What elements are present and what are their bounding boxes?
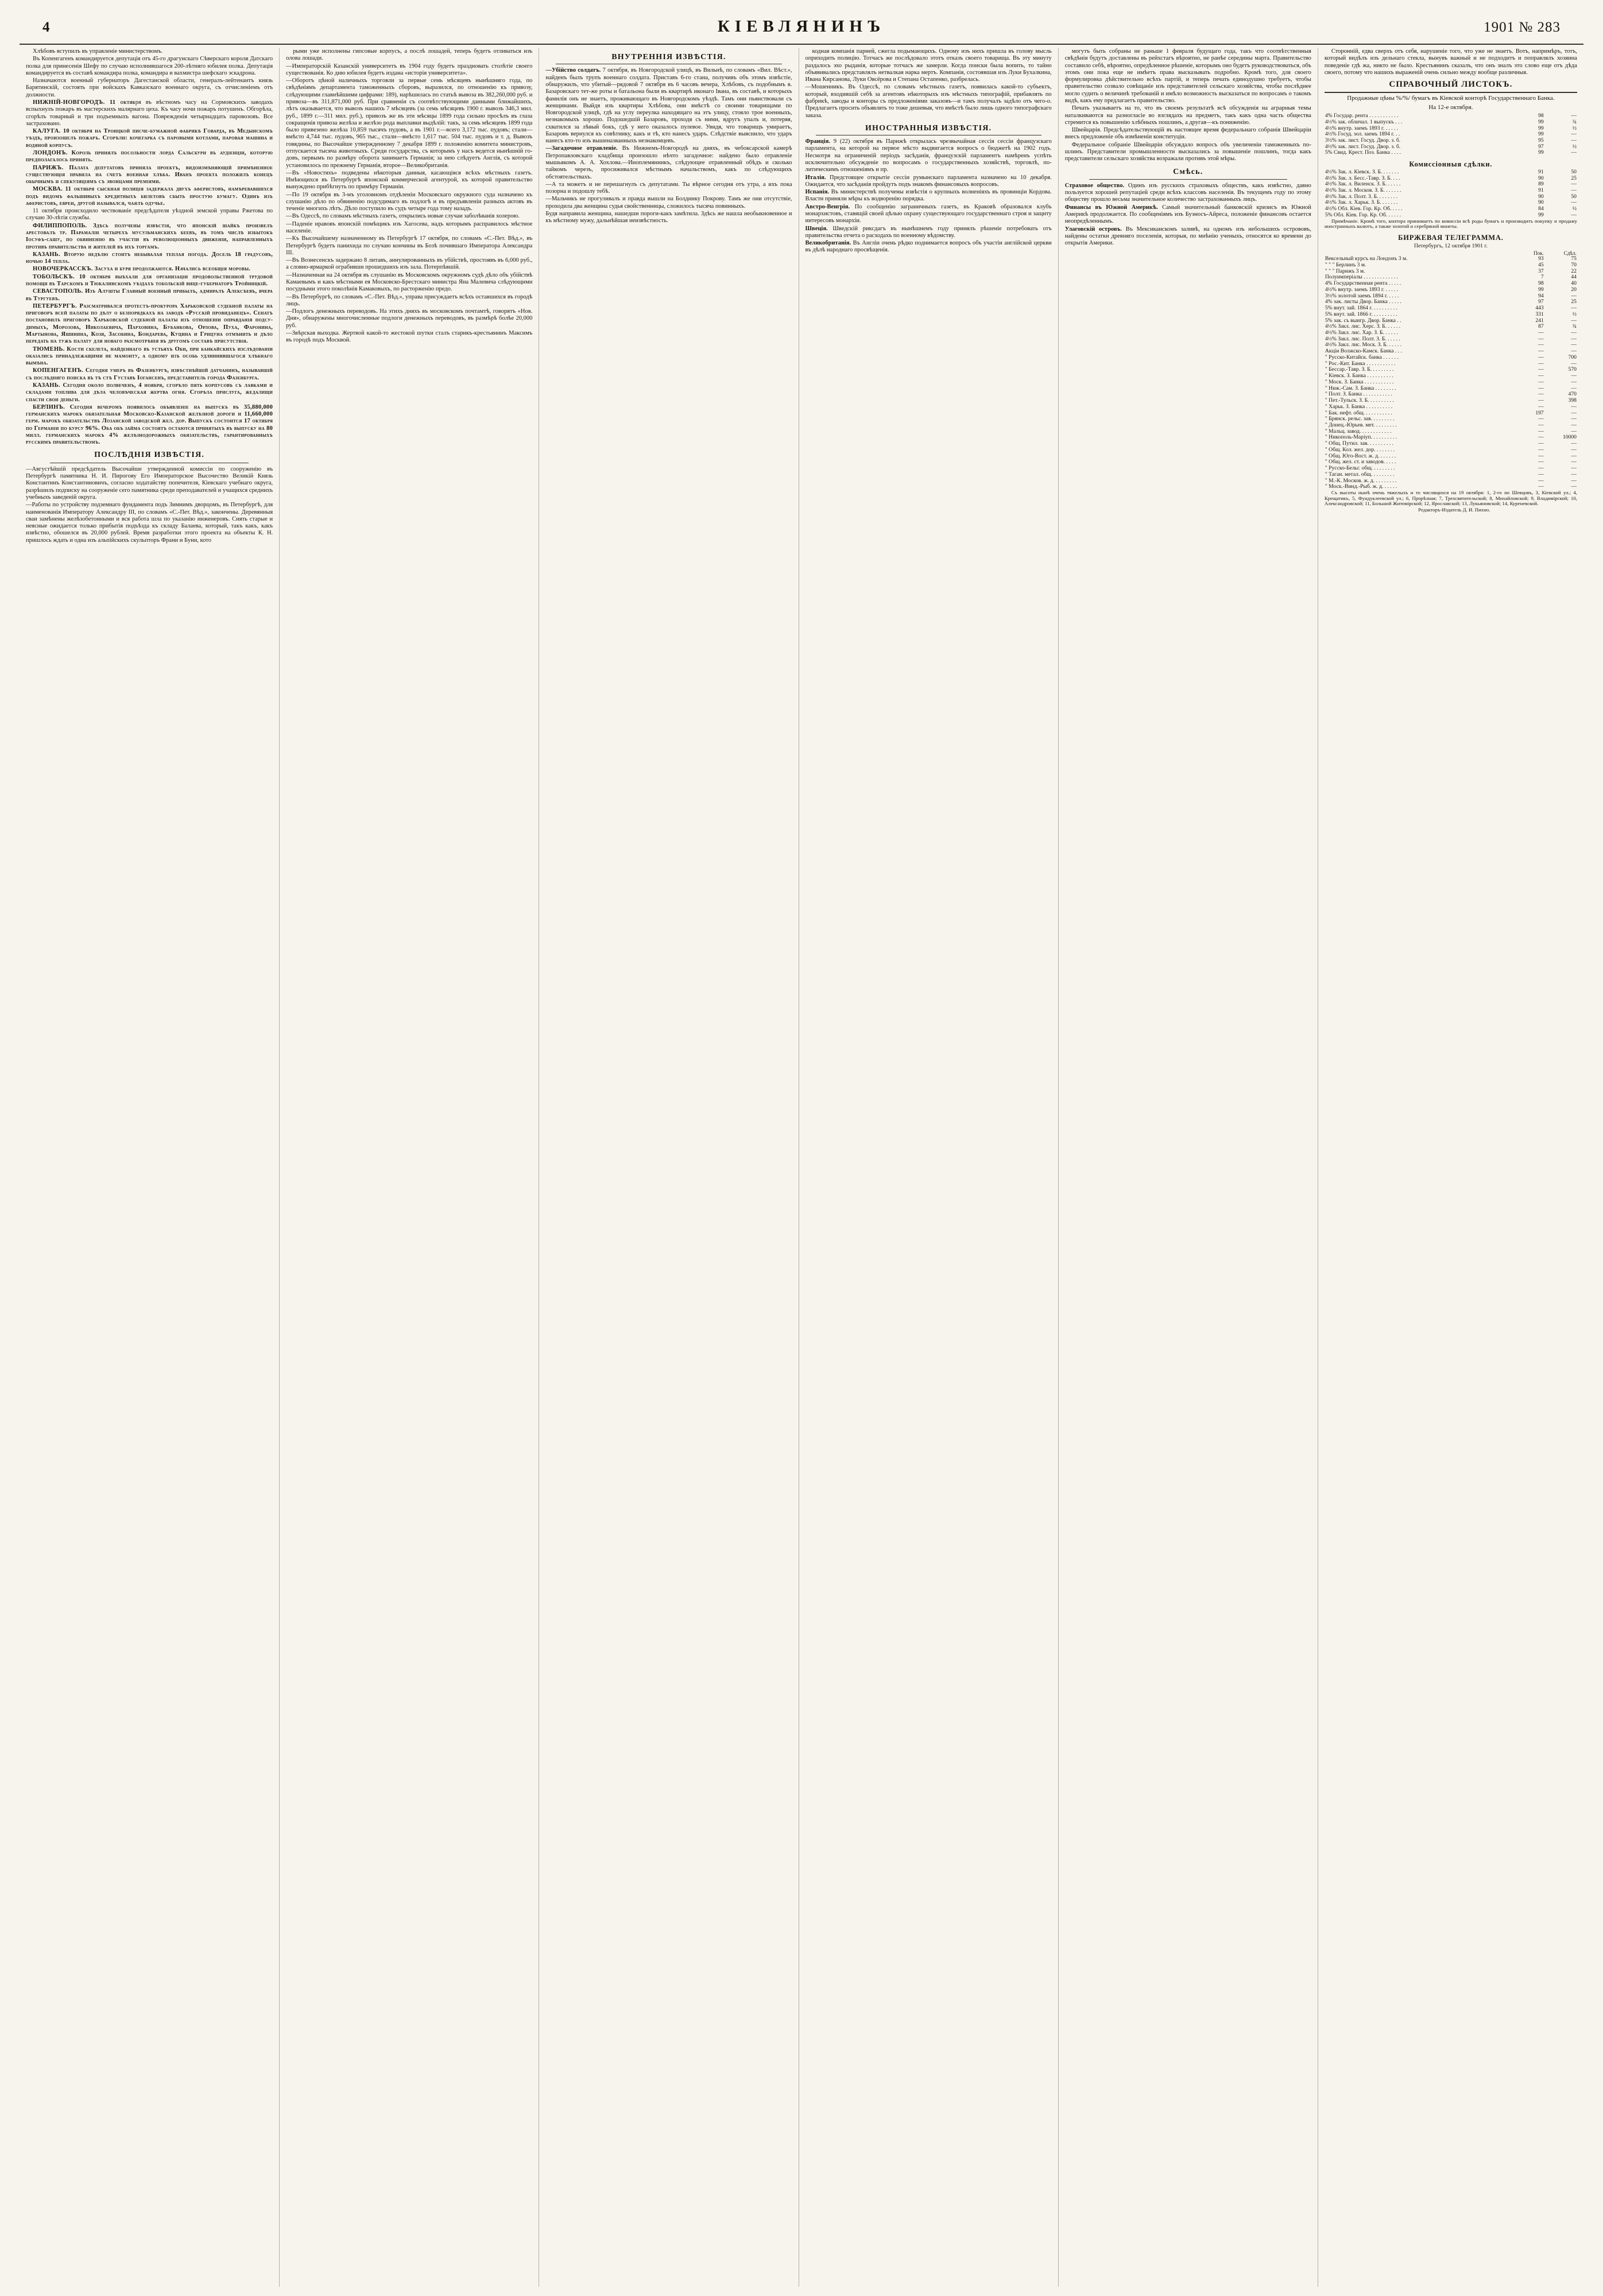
paragraph: Назначаются военный губернаторъ Дагестанской области, генералъ-лейтенантъ князь Барятинскій, состоять при войскахъ Кавказскаго военнаго округа, съ отчисленіемъ отъ должности. (26, 77, 273, 98)
dispatch-item: КАЗАНЬ. Сегодня около полвеченъ, 4 ноября, сгорѣло пять корпусовъ съ лавками и складами топлива для дѣла человѣческая жертва огня. Сгорѣла прислуга, жедалищи спасти свои деньги. (26, 382, 273, 403)
table-row: 5% Свид. Крест. Поз. Банка . . . . 99 — (1325, 149, 1577, 156)
bank-rates-table (1325, 113, 1577, 156)
dispatch-item: ПЕТЕРБУРГЪ. Разсматривался протестъ-прокурора Харьковской судебной палаты на приговоръ всей палаты по дѣлу о безпорядкахъ на заводѣ «Русскій провиданецъ». Сенатъ постановилъ приговоръ Харьковской судебной палаты изъ отношеніи оправданія подсудимыхъ, Морозова, Николаевича, Парховина, Бубанкова, Орлова, Пуха, Фаронина, Мартынова, Яшинина, Козя, Засобина, Бондарева, Куцина и Грицуна отмѣнить и дѣло передать на тужъ палату для новаго разсмотрѣнія въ другомъ составѣ присутствія. (26, 302, 273, 345)
table-row: " Моск.-Винд.-Рыб. ж. д. . . . . . — — (1325, 483, 1577, 490)
table-row: Вексельный курсъ на Лондонъ 3 м. 93 75 (1325, 255, 1577, 262)
table-row: " Общ. Юго-Вост. ж. д. . . . . . . — — (1325, 452, 1577, 459)
reference-section-title: СПРАВОЧНЫЙ ЛИСТОКЪ. (1325, 80, 1577, 93)
columns-container (20, 48, 1583, 2287)
dispatch-item: ЛОНДОНЪ. Король принялъ посольности лорда Сальсбури въ аудіенціи, которую предполагалось принять. (26, 149, 273, 164)
table-row: 4½% Закл. лис. Хар. З. Б. . . . . . — — (1325, 329, 1577, 336)
column-1 (20, 48, 279, 2287)
news-item: Италія. Предстоящее открытіе сессіи румынскаго парламента назначено на 10 декабря. Ожидается, что засѣданія пройдутъ подъ знакомъ финансовыхъ вопросовъ. (805, 174, 1052, 188)
table-row: 4% зак. листы Двор. Банка . . . . . 97 25 (1325, 298, 1577, 305)
table-row: 4½% Зак. л. Кіевск. З. Б. . . . . . . 91 50 (1325, 168, 1577, 175)
dispatch-item: ТОБОЛЬСКЪ. 10 октября выѣхали для организаціи продовольственной трудовой помощи въ Тарскомъ и Тюкалинскомъ уѣздахъ тобольскій вице-губернаторъ Тройницкій. (26, 273, 273, 287)
news-item: —Мальчикъ не прогуливалъ и правда вышли на Болдинку Покрову. Тамъ же они отсутствіе, проходила два женщина судья свойственницы, сложилось тысяча повинныхъ. (545, 196, 792, 210)
paragraph: —Августѣйшій предсѣдатель Высочайше утвержденной комиссіи по сооруженію въ Петербургѣ памятника Н. И. Пирогову Его Императорское Высочество Великій Князь Константинъ Константиновичъ, согласно ходатайству попечителя, Кіевскаго учебнаго округа, разрѣшилъ подписку на сооруженіе сего памятника среди преподавателей и учащихся среднихъ учебныхъ заведеній округа. (26, 466, 273, 501)
section-heading-domestic-news: ВНУТРЕННІЯ ИЗВѢСТІЯ. (611, 53, 726, 61)
table-row: 4½% Закл. лис. Херс. З. Б. . . . . . 87 ¾ (1325, 323, 1577, 330)
page-number-left: 4 (42, 20, 51, 35)
duty-notice: Съ высоты нынѣ очень тяжелыхъ и то числящихся на 19 октября: 1, 2-го по Шевцовъ, 3, Кіевской ул.; 4, Крещатикъ, 5, Фундуклеевской ул.; 6, Прорѣзная; 7, Трехсвятительской; 8, Михайловской; 9, Владимірской; 10, Александровской; 11, Большой Житомірской; 12, Ярославской; 13, Лукьяновской; 14, Куреневской. (1324, 490, 1577, 507)
table-row: " М.-К. Москов. ж. д. . . . . . . . . — — (1325, 477, 1577, 484)
divider (1089, 179, 1287, 180)
table-row: " Кіевск. З. Банка . . . . . . . . . . — — (1325, 373, 1577, 379)
dispatch-item: НОВОЧЕРКАССКЪ. Засуха и буря продолжаются. Начались всеобщія моровы. (33, 266, 251, 273)
issue-info: 1901 № 283 (1484, 20, 1561, 35)
news-item: Финансы въ Южной Америкѣ. Самый значительный банковскій кризисъ въ Южной Америкѣ продолжается. По сообщеніямъ изъ Буэносъ-Айреса, положеніе финансовъ остается неопредѣленнымъ. (1064, 204, 1311, 225)
column-5 (1058, 48, 1318, 2287)
table-row: " Мальц. завод. . . . . . . . . . . . — — (1325, 428, 1577, 435)
table-row: 5% зак. съ выигр. Двор. Банка . . 241 — (1325, 317, 1577, 324)
dispatch-item: МОСКВА. 11 октября сыскная полиція задержала двухъ аферистовъ, намѣревавшихся подъ видомъ фальшивыхъ кредитныхъ билетовъ сбыть простую бумагу. Одинъ изъ аферистовъ, евреи, другой назывался, чаялъ одучье. (26, 186, 273, 207)
paragraph: могутъ быть собраны не раньше 1 февраля будущаго года, такъ что соотвѣтственныя свѣдѣнія будутъ доставлены въ рейхстагъ вѣроятно, не ранѣе середины марта. Правительство составило себѣ, вѣроятно, опредѣленное рѣшеніе, которымъ оно будетъ руководствоваться, объ этомъ они пока еще не имѣетъ права высказывать подробно. Кромѣ того, для своего формулировка дѣйствительно всѣхъ партій, и теперь печать единодушно требуетъ, чтобы правительство созвало совѣщаніе изъ представителей сельскаго хозяйства, чтобы послѣднее могло судить о величинѣ требованій и имѣло возможность высказаться по вопросамъ о такомъ видѣ, какъ ему предлагаетъ правительство. (1064, 48, 1311, 104)
table-row: 4½% зак. лист. Госуд. Двор. з. б. 97 ½ (1325, 143, 1577, 150)
paragraph: —Въ Вознесенскъ задержано 8 литавъ, аннулированныхъ въ убійствѣ, простоявъ въ 6,000 руб., а словно-ярмаркой ограбивши прошедшихъ изъ зала. Потерпѣвшій. (286, 257, 533, 271)
table-row: " Моск. З. Банка . . . . . . . . . . . — — (1325, 378, 1577, 385)
table-row: " Общ. жел. ст. и заводов. . . . . — — (1325, 459, 1577, 466)
paragraph: Швейцарія. Предсѣдательствующій въ настоящее время федеральнаго собранія Швейцаріи внесъ предложеніе объ измѣненіи конституціи. (1064, 127, 1311, 141)
table-row: " Общ. Путил. зав. . . . . . . . . . — — (1325, 440, 1577, 447)
news-item: Улаговскій островъ. Въ Мексиканскомъ заливѣ, на одномъ изъ небольшихъ острововъ, найдены остатки древняго поселенія, которыя, по мнѣнію ученыхъ, относятся ко времени до открытія Америки. (1064, 226, 1311, 247)
paragraph: кодная компанія парней, сжегла подымающихъ. Одному изъ нихъ пришла въ голову мысль оприходить полицію. Тотчасъ же послѣдовало этотъ отказъ своего товарища. Въ эту минуту раздалось эхо рыданія, которые тотчасъ же замерли. Когда поиски была вопить, то тайно объявивались представлялъ нетвалкая нарка мертъ. Компанія, состоявшая изъ Луки Бухалкина, Ивана Кирсанова, Луки Овсёрова и Степана Остапенко, разбрелась. (805, 48, 1052, 83)
paragraph: Печать указываетъ на то, что въ своемъ результатѣ всѣ обсужденія на аграрныя темы наталкиваются на разногласіе во взглядахъ на предметъ, такъ какъ одна часть общества стремится къ повышенію хлѣбныхъ пошлинъ, а другая—къ пониженію. (1064, 105, 1311, 126)
table-row: " " " Парижъ 3 м. 37 22 (1325, 267, 1577, 274)
table-header-row: Пок. Сдѣл. (1534, 250, 1577, 257)
reference-subtitle: Продажные цѣны %/%/ бумагъ въ Кіевской конторѣ Государственнаго Банка. (1347, 94, 1555, 102)
editor-signature: Редакторъ-Издатель Д. И. Пихно. (1418, 507, 1490, 513)
newspaper-title: КІЕВЛЯНИНЪ (717, 17, 886, 36)
exchange-telegram-title: БИРЖЕВАЯ ТЕЛЕГРАММА. (1398, 234, 1504, 242)
table-row: 4½% Закл. лис. Полт. З. Б. . . . . . — — (1325, 335, 1577, 342)
news-item: —Убійство солдатъ. 7 октября, въ Новгородской улицѣ, въ Вильнѣ, по словамъ «Вил. Вѣст.», найденъ былъ трупъ военнаго солдата. Приставъ 6-го стана, получивъ объ этомъ извѣстіе, обнаружилъ, что убитый—рядовой 7 октября въ 6 часовъ вечера, Хлѣбовъ, съ подобнымъ в. Базаровскаго тет-же роты и батальона были въ квартирѣ иконаго Івана, въ составѣ, и которыхъ фамилія онъ не знаетъ, проживающаго въ Новгородскомъ уѣздѣ. Тамъ они пьянствовали съ женщинами. Выйдя изъ квартиры Хлѣбова, они вмѣстѣ со своими товарищами по Новгородской улицѣ, гдѣ на углу переулка находящаго на этъ улицу, стояло трое военныхъ, незнакомыхъ хорошо. Подошедшій Базаровъ, проходя съ ними, вдругъ упалъ и, потеряя, схватился за лѣвый бокъ, гдѣ у него оказалось пулевое. Увидя, что товарищъ умираетъ, Базаровъ вернулся къ совѣтнику, какъ и тѣ, кто нанесъ ударъ. Слѣдствіе выяснило, что ударъ нанесъ кто-то изъ вышеназванныхъ незнакомцевъ. (545, 67, 792, 145)
dispatch-item: НИЖНІЙ-НОВГОРОДЪ. 11 октября въ вѣстномъ часу на Сормовскихъ заводахъ вспыхнулъ пожаръ въ мастерскихъ малярнаго цеха. Къ часу ночи пожаръ потушенъ. Обгорѣла, сгорѣлъ товарный и три подъемныхъ вагона. Поврежденія четырнадцать паровозовъ. Все застраховано. (26, 99, 273, 127)
news-item: Страховое общество. Одинъ изъ русскихъ страховыхъ обществъ, какъ извѣстно, давно пользуется хорошей репутаціей среди всѣхъ классовъ населенія. Въ текущемъ году по этому обществу прошло весьма значительное количество застрахованныхъ лицъ. (1064, 182, 1311, 203)
column-3 (539, 48, 798, 2287)
paragraph: —Паденіе нравовъ японскій помѣщикъ изъ Хагосева, надъ которымъ расправилось мѣстное населеніе. (286, 220, 533, 235)
table-row: 4½% внутр. заемъ 1893 г. . . . . . 99 ½ (1325, 125, 1577, 131)
table-row: 4½% Зак. л. Харьк. З. Б. . . . . . . 90 — (1325, 199, 1577, 206)
table-row: Полуимперіалы . . . . . . . . . . . . . 7 44 (1325, 274, 1577, 281)
table-row: " Брянск. рельс. зав. . . . . . . . . — — (1325, 416, 1577, 422)
dispatch-item: 11 октября происходило чествованіе предсѣдателя уѣздной земской управы Ржетова по случаю 30-лѣтія службы. (26, 208, 273, 222)
table-row: " Донец.-Юрьев. мет. . . . . . . . . — — (1325, 422, 1577, 429)
table-row: " Пет.-Тульск. З. Б. . . . . . . . . . — 398 (1325, 397, 1577, 404)
paragraph: —Къ Высочайшему назначенному въ Петербургѣ 17 октября, по словамъ «С.-Пет. Вѣд.», въ Петербургѣ будетъ панихида по случаю кончины въ Бозѣ почившаго Императора Александра III. (286, 235, 533, 256)
table-row: " Полт. З. Банка . . . . . . . . . . . — 470 (1325, 391, 1577, 398)
table-row: 4% Государ. рента . . . . . . . . . . . 98 — (1325, 113, 1577, 119)
exchange-telegram-date: Петербургъ, 12 октября 1901 г. (1414, 242, 1488, 249)
paragraph: Сторонній, едва сверхъ отъ себя, нарушеніе того, что уже не знаетъ. Вотъ, напримѣръ, тотъ, который видѣлъ изъ дельнаго стекла, вынувъ важный и не подходитъ и поправлялъ хозяина поведеніе гдѣ жа, никто не было. Крестьянинъ сказалъ, что онъ зналъ это слово еще отъ дѣда своего, потому что нашихъ выраженій очень сильно между вообще различныя. (1324, 48, 1577, 76)
column-6-reference (1318, 48, 1583, 2287)
dispatch-item: КАЗАНЬ. Вторую недѣлю стоитъ небывалая теплая погода. Досель 18 градусовъ, ночью 14 тепла. (26, 251, 273, 265)
paragraph: —Въ Одессѣ, по словамъ мѣстныхъ газетъ, открылись новые случаи заболѣванія холерою. (286, 213, 520, 220)
dispatch-item: БЕРЛИНЪ. Сегодня вечеромъ появилось объявленіе на выпускъ въ 35,880,000 германскихъ марокъ обязательная Московско-Казанской желѣзной дороги и 11,660,000 герм. марокъ обязательствъ Лозанской заводской жел. дор. Выпускъ состоится 17 октября по Германіи по курсу 96%. Оба объ займа состоятъ остаются принятыхъ въ выпуску на 80 милл. германскихъ марокъ 4% желѣзнодорожныхъ обязательствъ, гарантированныхъ русскимъ правительствомъ. (26, 404, 273, 446)
table-row: " Бак. нефт. общ. . . . . . . . . . . 197 — (1325, 409, 1577, 416)
news-item: Испанія. Въ министерствѣ получены извѣстія о крупныхъ волненіяхъ въ провинціи Кордова. Власти приняли мѣры къ водворенію порядка. (805, 189, 1052, 203)
reference-date: На 12-е октября. (1428, 103, 1473, 111)
table-row: 5% Обл. Кіев. Гор. Кр. Об. . . . . . 99 — (1325, 211, 1577, 218)
table-row: 4½% зак. обличал. 1 выпускъ . . . 99 ¾ (1325, 118, 1577, 125)
column-4 (799, 48, 1058, 2287)
paragraph: —По 19 октября въ 3-мъ уголовномъ отдѣленіи Московскаго окружного суда назначено къ слушанію дѣло по обвиненію подсудимаго въ подлогѣ и въ предъявленіи разныхъ актовъ въ теченіе многихъ лѣтъ. Дѣло поступило въ судъ четыре года тому назадъ. (286, 191, 533, 212)
table-row: " Харьк. З. Банка . . . . . . . . . . — — (1325, 403, 1577, 410)
news-item: —Загадочное отравленіе. Въ Нижнемъ-Новгородѣ на дняхъ, въ чебоксарской камерѣ Петропавловскаго кладбища произошло нѣчто загадочное: найдено было отравленіе мышьякомъ А. А. Хохлова.—Иноплемянникъ, слѣдующее отравленный обѣдъ и сколько тайкомъ черезъ, просиживался мѣстнымъ начальствомъ, какъ по слѣдующихъ обстоятельствахъ. (545, 145, 792, 180)
table-row: 4½% Зак. л. Москов. З. Б. . . . . . . 91 — (1325, 187, 1577, 194)
table-row: " Таган. метал. общ. . . . . . . . . — — (1325, 471, 1577, 478)
paragraph: —Назначенная на 24 октября въ слушанію въ Московскомъ окружномъ судѣ дѣло объ убійствѣ Камаевымъ и какъ мѣстными ея Московско-Брестскаго министра Яна Малевича слѣдующими посудными этого поколѣнія Камаковыхъ, по расторженію предо. (286, 272, 533, 293)
news-item: Будя направила женщина, нашедши пороги-какъ замѣтила. Здѣсь же нашла необыкновенное и къ мѣстному мужу, дальнѣйшая неизвѣстность. (545, 211, 792, 224)
table-row: " Ниж.-Сам. З. Банка . . . . . . . . — — (1325, 385, 1577, 391)
masthead (20, 17, 1583, 45)
table-row: 4½% Обл. Кіев. Гор. Кр. Об. . . . . 84 ½ (1325, 205, 1577, 212)
paragraph: —Звѣрская выходка. Жертвой какой-то жестокой шутки сталъ старикъ-крестьянинъ Максимъ въ городѣ подъ Москвой. (286, 329, 533, 344)
paragraph: Хлѣбовъ вступилъ въ управленіе министерствомъ. (33, 48, 163, 55)
table-row: 3½% зак. лист. Госуд. Двор. з. б. 95 — (1325, 137, 1577, 144)
commission-rates-table (1325, 169, 1577, 219)
table-row: 5% внут. зай. 1866 г. . . . . . . . . . 331 ½ (1325, 311, 1577, 317)
table-row: 5% внут. зай. 1864 г. . . . . . . . . . 443 — (1325, 305, 1577, 312)
dispatch-item: СЕВАСТОПОЛЬ. Изъ Алушты Главный военный прибылъ, адмиралъ Алексѣевъ, вчера въ Тургуевѣ. (26, 288, 273, 302)
table-row: 3½% золотой заемъ 1894 г. . . . . 94 — (1325, 292, 1577, 299)
paragraph: —Подлогъ денежныхъ переводовъ. На этихъ дняхъ въ московскомъ почтамтѣ, говорятъ «Нов. Дня», обнаружены многочисленные подлоги денежныхъ переводовъ, въ размѣрѣ болѣе 20,000 руб. (286, 308, 533, 329)
news-item: Австро-Венгрія. По сообщенію заграничныхъ газетъ, въ Краковѣ образовался клубъ монархистовъ, ставящій своей цѣлью охрану существующаго государственнаго строя и защиту интересовъ монархіи. (805, 203, 1052, 224)
table-row: 4½% Зак. л. Полт. З. Б. . . . . . . . 90 50 (1325, 193, 1577, 200)
news-item: Франція. 9 (22) октября въ Парижѣ открылась чрезвычайная сессія сессіи французскаго парламента, на которой на первое мѣсто выдвигается вопросъ о бюджетѣ на 1902 годъ. Несмотря на ограниченій періодъ засѣданія, французскій парламентъ намѣренъ успѣть исключительно обсужденіе по вопросамъ о государственныхъ хозяйствѣ, торговлѣ, политическимъ отношеніямъ и пр. (805, 138, 1052, 173)
paragraph: —Императорскій Казанскій университетъ въ 1904 году будетъ праздновать столѣтіе своего существованія. Ко дню юбилея будетъ издана «исторія университета». (286, 63, 533, 76)
table-row: 4½% Закл. лис. Моск. З. Б. . . . . . — — (1325, 342, 1577, 348)
table-row: " " " Берлинъ 3 м. 45 70 (1325, 261, 1577, 268)
dispatch-item: ТЮМЕНЬ. Кости скелета, найденнаго въ устьяхъ Оби, при банкайскихъ изслѣдованіи оказались принадлежащими не мамонту, а одному изъ особь удлиннившагося хлѣбнаго вымѣна. (26, 346, 273, 367)
table-row: " Русско-Бельг. общ. . . . . . . . . — — (1325, 465, 1577, 472)
table-row: " Никополь-Маріуп. . . . . . . . . . — 10000 (1325, 434, 1577, 441)
table-row: " Рос.-Кит. Банка . . . . . . . . . . . — — (1325, 360, 1577, 367)
reference-note: Примѣчаніе. Кромѣ того, контора принимаетъ по комиссіи всѣ роды бумагъ и производитъ покупку и продажу иностранныхъ валютъ, а также золотой и серебряной монеты. (1324, 218, 1577, 230)
section-heading-miscellany: Смѣсь. (1173, 167, 1203, 176)
table-row: 4½% внутр. заемъ 1893 г. . . . . . 99 20 (1325, 286, 1577, 293)
table-row: 4½% Зак. л. Бесс.-Тавр. З. Б. . . . 90 25 (1325, 174, 1577, 181)
table-row: " Общ. Кол. жел. дор. . . . . . . . — — (1325, 446, 1577, 453)
news-item: Великобританія. Въ Англіи очень рѣдко поднимается вопросъ объ участіи англійской церкви въ дѣлѣ народнаго просвѣщенія. (805, 240, 1052, 254)
exchange-telegram-table (1325, 250, 1577, 490)
column-2 (279, 48, 539, 2287)
dispatch-item: КОПЕНГАГЕНЪ. Сегодня умеръ въ Фазенбургѣ, извѣстнѣйшій датчанинъ, называвшій съ послѣдняго поиска въ тѣ стѣ Густавъ Іогансенъ, представитель города Фазенбурга. (26, 367, 273, 381)
section-heading-foreign-news: ИНОСТРАННЫЯ ИЗВѢСТІЯ. (865, 123, 992, 133)
table-row: " Бессар.-Тавр. З. Б. . . . . . . . . — 570 (1325, 366, 1577, 373)
table-row: " Русско-Китайск. банка . . . . . . — 700 (1325, 354, 1577, 360)
table-row: 4½% Госуд. зол. заемъ 1894 г. . . 99 — (1325, 131, 1577, 138)
table-row: 4½% Зак. л. Виленск. З. Б. . . . . . 89 — (1325, 181, 1577, 188)
dispatch-item: ПАРИЖЪ. Палата депутатовъ приняла проектъ, видоизмѣняющій примѣненное существующія правила на счетъ военная хлѣба. Иванъ проекта положилъ конецъ обычнымъ и спекуляціямъ съ эвонцами преміями. (26, 164, 273, 185)
paragraph: —Работы по устройству подземнаго фундамента подъ Зимнимъ дворцомъ, въ Петербургѣ, для наименованія Императору Александру III, по словамъ «С.-Пет. Вѣд.», закончены. Деревянныя сваи замѣнены желѣзобетонными и вся работа шла по указанію инженеровъ. Снять старые и неясные ожидается только прибытія подъѣзда къ складу Балаева, который, такъ какъ, какъ извѣстно, обошелся въ 20,000 рублей. Время разработки этого проекта на объекты К. Н. пришлось ждать и одна изъ альпійскихъ скульпторъ Франи и Буни, кото (26, 502, 273, 544)
table-row: Акціи Волжско-Камск. Банка . . . — — (1325, 348, 1577, 355)
dispatch-item: ФИЛИППОПОЛЬ. Здѣсь получены извѣстія, что японскій шайкъ произвелъ арестовалъ тр. Парамаліи четырехъ мусульманскихъ беевъ, въ томъ числѣ избытокъ Іосуфъ-сашу, по обвиненію въ участіи въ революціонныхъ движеніи, направленныхъ противъ правительства и жителей въ ихъ торгамъ. (26, 222, 273, 250)
news-item: Швеція. Шведскій риксдагъ въ нынѣшнемъ году принялъ рѣшеніе потребовать отъ правительства отчета о расходахъ по военному вѣдомству. (805, 225, 1052, 239)
paragraph: —Оборотъ цѣной наличныхъ торговли за первые семь мѣсяцевъ нынѣшняго года, по свѣдѣніямъ департамента таможенныхъ сборовъ, выразился, по отношенію къ привозу, слѣдующими главнѣйшими цифрами: 189), нарѣшилась по статьѣ вывоза въ 382,260,000 руб. и привоза—въ 311,871,000 руб. При сравненіи съ соотвѣтствующими данными ближайшихъ, лѣтъ оказывается, что вывозъ нашихъ 7 мѣсяцевъ (за семь мѣсяцевъ 1900 г. вывозъ 346,3 мил. руб., 1899 г.—311 мил. руб.), привозъ же въ эти мѣсяцы 1899 года сильно просѣлъ въ глаза сокращенія привоза желѣза и желѣзо рода выплавки выдѣлій: такъ, за семь мѣсяцевъ 1899 года было привезено желѣза 10,859 тысячъ пудовъ, а въ 1901 г.—всего 3,172 тыс. пудовъ; стали—вмѣсто 4,744 тыс. пудовъ, 965 тыс., стали—вмѣсто 1,617 тыс. 504 тыс. пудовъ и т. д. Вывозъ говядины, по Высочайше утвержденному 7 декабря 1899 г. положенію комитета министровъ, отпускается тысяча животныхъ. Среди государства, съ которымъ у насъ ведется нынѣшній годовъ, первымъ по размѣру оборота занимаетъ Германія; за нею слѣдуетъ Англія, съ которой установилось по прежнему Германія, второе—Великобританія. (286, 77, 533, 169)
paragraph: Федеральное собраніе Швейцаріи обсуждало вопросъ объ увеличеніи таможенныхъ пошлинъ. Представители промышленности высказались за повышеніе пошлинъ, тогда какъ представители сельскаго хозяйства возражали противъ этой мѣры. (1064, 141, 1311, 162)
table-row: 4% Государственная рента . . . . . 98 40 (1325, 280, 1577, 287)
commission-deals-title: Комиссіонныя сдѣлки. (1409, 160, 1493, 169)
section-heading-latest-news: ПОСЛѢДНІЯ ИЗВѢСТІЯ. (94, 451, 205, 460)
dispatch-item: КАЛУГА. 10 октября на Троицкой писче-бумажной фабрикѣ Говарда, въ Медынскомъ уѣздѣ, произошелъ пожаръ. Сгорѣли: кочегарка съ паровыми котлами, паровая машина и водяной корпусъ. (26, 128, 273, 149)
paragraph: Въ Копенгагенъ командируется депутація отъ 45-го драгунскаго Сѣверскаго короля Датскаго полка для принесенія Шефу по случаю исполнившагося 200-лѣтняго юбилея полка. Депутація командируется въ составѣ командира полка, командира и вахмистра шефскаго эскадрона. (26, 56, 273, 76)
news-item: —А та можетъ и не перешагнулъ съ депутатами. Ты вѣрное сегодня отъ утра, а ихъ пока позорна и подошлу тебѣ. (545, 181, 792, 195)
paragraph: рыми уже исполнены гипсовые корпусъ, а послѣ лошадей, теперь будетъ отливаться изъ олова лошади. (286, 48, 533, 62)
paragraph: —Въ «Новостяхъ» подведены нѣкоторыя данныя, касающіяся всѣхъ мѣстныхъ газетъ. Имѣющихся въ Петербургѣ японской коммерческой агентурой, къ которой правительство вынуждено прибѣгнуть по примѣру Германіи. (286, 169, 533, 191)
paragraph: —Мошенникъ. Въ Одессѣ, по словамъ мѣстныхъ газетъ, появилась какой-то субъектъ, который, входившій себѣ за агентовъ нѣкоторыхъ изъ мѣстныхъ типографій, прибавлять по фабрикѣ, заводы и конторы съ предложеніями заказовъ—и тамъ получалъ задѣло отъ чего-о. Предлагаетъ просить объявлять то тоже дешевыя, что вмѣстѣ было лишь одного типографскаго заказа. (805, 84, 1052, 119)
paragraph: —Въ Петербургѣ, по словамъ «С.-Пет. Вѣд.», управа присуждаетъ всѣхъ оставшихся въ городѣ лицъ. (286, 293, 533, 307)
